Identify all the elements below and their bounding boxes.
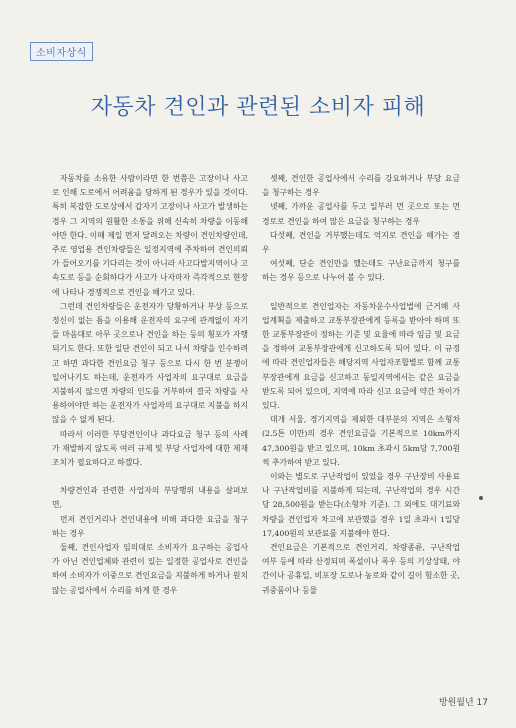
paragraph: 일반적으로 견인업자는 자동차운수사업법에 근거해 사업계획을 제출하고 교통부장관에게 등록을 받아야 하며 또한 교통부장관이 정하는 기준 및 요율에 따라 임금 및 요금을 정하여 교통부장관에게 신고하도록 되어 있다. 이 규정에 따라 견인업자들은 해당지역 사업자조합별로 함께 교통부장관에게 요금을 신고하고 동일지역에서는 같은 요금을 받도록 되어 있으며, 지역에 따라 신고 요금에 약간 차이가 있다. (262, 301, 460, 411)
section-tag: 소비자상식 (30, 42, 93, 61)
paragraph: 대개 서울, 경기지역을 제외한 대부분의 지역은 소형차(2.5톤 미만)의 경우 견인요금을 기본적으로 10km까지 47,300원을 받고 있으며, 10km 초과시 5km당 7,700원씩 추가하여 받고 있다. (262, 415, 460, 467)
paragraph: 그런데 견인차량들은 운전자가 당황하거나 부상 등으로 정신이 없는 틈을 이용해 운전자의 요구에 관계없이 자기들 마음대로 아무 곳으로나 견인을 하는 등의 횡포가 자행되기도 한다. 또한 일단 견인이 되고 나서 차량을 인수하려고 하면 과다한 견인요금 청구 등으로 다시 한 번 분쟁이 일어나기도 하는데, 운전자가 사업자의 요구대로 요금을 지불하지 않으면 차량의 인도를 거부하여 결국 차량을 사용하여야만 하는 운전자가 사업자의 요구대로 지불을 하지 않을 수 없게 된다. (52, 301, 248, 425)
paragraph: 먼저 견인거리나 견인내용에 비해 과다한 요금을 청구하는 경우 (52, 514, 248, 538)
article-title: 자동차 견인과 관련된 소비자 피해 (90, 95, 426, 120)
paragraph: 둘째, 견인사업자 임의대로 소비자가 요구하는 공업사가 아닌 견인업체와 관련이 있는 일정한 공업사로 견인을 하여 소비자가 이중으로 견인요금을 지불하게 하거나 원치않는 공업사에서 수리를 하게 한 경우 (52, 543, 248, 595)
ink-dot (479, 496, 483, 500)
paragraph: 셋째, 견인한 공업사에서 수리를 강요하거나 부당 요금을 청구하는 경우 (262, 174, 460, 198)
paragraph: 다섯째, 견인을 거부했는데도 억지로 견인을 해가는 경우 (262, 230, 460, 255)
paragraph: 따라서 이러한 부당견인이나 과다요금 청구 등의 사례가 재발하지 않도록 여러 규제 및 부당 사업자에 대한 제재조치가 필요하다고 하겠다. (52, 429, 248, 468)
paragraph: 차량견인과 관련한 사업자의 부당행위 내용을 살펴보면, (52, 486, 248, 510)
paragraph: 여섯째, 단순 견인만을 했는데도 구난요금까지 청구를 하는 경우 등으로 나누어 볼 수 있다. (262, 259, 460, 283)
right-column (262, 172, 460, 598)
paragraph: 넷째, 가까운 공업사를 두고 일부러 먼 곳으로 또는 먼 경로로 견인을 하여 많은 요금을 청구하는 경우 (262, 202, 460, 226)
left-column (52, 172, 248, 598)
paragraph: 견인요금은 기본적으로 견인거리, 차량종류, 구난작업 여부 등에 따라 산정되며 폭설이나 폭우 등의 기상상태, 야간이나 공휴일, 비포장 도로나 농로와 같이 길이 험소한 곳, 귀중품이나 등물 (262, 543, 461, 595)
page-footer: 방원월년 17 (438, 698, 488, 708)
paragraph: 자동차를 소유한 사람이라면 한 번쯤은 고장이나 사고로 인해 도로에서 어려움을 당하게 된 경우가 있을 것이다. 특히 복잡한 도로상에서 갑자기 고장이나 사고가 발생하는 경우 그 지역의 원활한 소통을 위해 신속히 차량을 이동해야만 한다. 이때 제일 먼저 달려오는 차량이 견인차량인데, 주로 영업용 견인차량들은 일정지역에 주차하여 견인의뢰가 들어오기를 기다리는 것이 아니라 사고다발지역이나 고속도로 등을 순회하다가 사고가 나자마자 즉각적으로 현장에 나타나 경쟁적으로 견인을 해가고 있다. (52, 174, 248, 297)
paragraph: 이와는 별도로 구난작업이 있었을 경우 구난장비 사용료나 구난작업비를 지불하게 되는데, 구난작업의 경우 시간당 28,500원을 받는다(소형차 기준). 그 외에도 대기료와 차량을 견인업자 차고에 보관했을 경우 1일 초과시 1일당 17,400원의 보관료를 지불해야 한다. (262, 472, 460, 538)
